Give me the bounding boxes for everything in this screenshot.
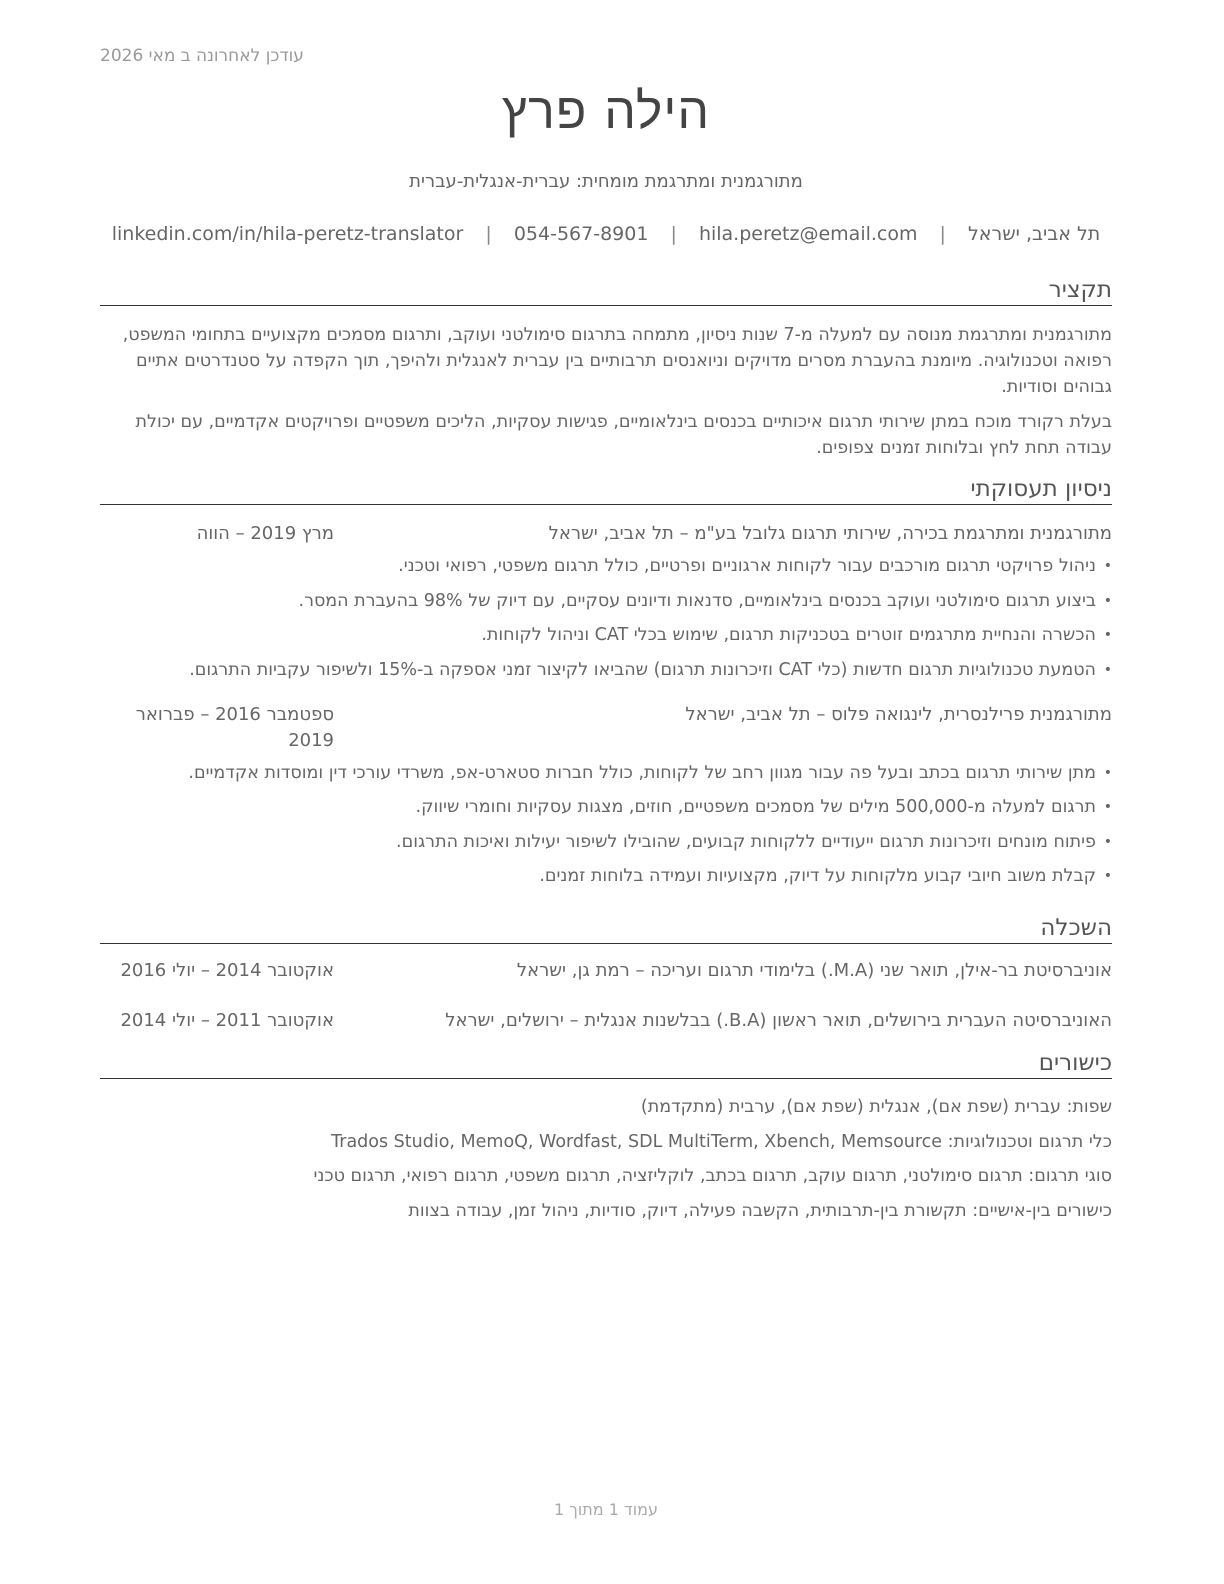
education-section [100, 914, 1112, 1034]
skill-item: כלי תרגום וטכנולוגיות: Trados Studio, MemoQ, Wordfast, SDL MultiTerm, Xbench, Memsource [331, 1131, 1112, 1152]
contact-location: תל אביב, ישראל [968, 223, 1101, 245]
job-bullets [100, 760, 1112, 890]
job-header [100, 702, 1112, 754]
contact-email-link[interactable]: hila.peretz@email.com [698, 223, 918, 245]
education-entry [100, 1008, 1112, 1034]
contact-linkedin-link[interactable]: linkedin.com/in/hila-peretz-translator [111, 223, 464, 245]
job-bullet: • ביצוע תרגום סימולטני ועוקב בכנסים בינלאומיים, סדנאות ודיונים עסקיים, עם דיוק של 98% בהעברת המסר. [100, 588, 1112, 614]
candidate-name: הילה פרץ [501, 82, 711, 140]
job-bullet: • ניהול פרויקטי תרגום מורכבים עבור לקוחות ארגוניים ופרטיים, כולל תרגום משפטי, רפואי וטכני. [100, 553, 1112, 579]
contact-separator: | [485, 223, 492, 245]
summary-section [100, 276, 1112, 461]
education-entry [100, 958, 1112, 984]
contact-line [100, 223, 1112, 245]
job-bullets [100, 553, 1112, 683]
education-dates: אוקטובר 2011 – יולי 2014 [120, 1010, 334, 1031]
last-updated-note: עודכן לאחרונה ב מאי 2026 [100, 46, 304, 66]
job-dates: מרץ 2019 – הווה [196, 523, 334, 544]
job-header [100, 521, 1112, 547]
candidate-subtitle: מתורגמנית ומתרגמת מומחית: עברית-אנגלית-עברית [409, 171, 803, 192]
section-title-skills: כישורים [100, 1049, 1112, 1079]
summary-paragraph: בעלת רקורד מוכח במתן שירותי תרגום איכותיים בכנסים בינלאומיים, פגישות עסקיות, הליכים משפטיים ופרויקטים אקדמיים, עם יכולת עבודה תחת לחץ ובלוחות זמנים צפופים. [135, 412, 1112, 458]
job-bullet: • פיתוח מונחים וזיכרונות תרגום ייעודיים ללקוחות קבועים, שהובילו לשיפור יעילות ואיכות התרגום. [100, 829, 1112, 855]
skill-item: שפות: עברית (שפת אם), אנגלית (שפת אם), ערבית (מתקדמת) [640, 1097, 1112, 1117]
summary-paragraph: מתורגמנית ומתרגמת מנוסה עם למעלה מ-7 שנות ניסיון, מתמחה בתרגום סימולטני ועוקב, ותרגום מסמכים מקצועיים בתחומי המשפט, רפואה וטכנולוגיה. מיומנת בהעברת מסרים מדויקים וניואנסים תרבותיים בין עברית לאנגלית ולהיפך, תוך הקפדה על סטנדרטים אתיים גבוהים וסודיות. [122, 325, 1112, 397]
contact-phone: 054-567-8901 [513, 223, 649, 245]
page-number: עמוד 1 מתוך 1 [554, 1500, 658, 1519]
job-dates: ספטמבר 2016 – פברואר 2019 [135, 703, 334, 751]
job-entry [100, 702, 1112, 890]
section-title-summary: תקציר [100, 276, 1112, 306]
job-title: מתורגמנית ומתרגמת בכירה, שירותי תרגום גלובל בע"מ – תל אביב, ישראל [548, 523, 1112, 544]
skills-list [100, 1094, 1112, 1224]
education-title: האוניברסיטה העברית בירושלים, תואר ראשון (B.A.) בבלשנות אנגלית – ירושלים, ישראל [445, 1010, 1112, 1031]
education-title: אוניברסיטת בר-אילן, תואר שני (M.A.) בלימודי תרגום ועריכה – רמת גן, ישראל [516, 960, 1112, 981]
job-bullet: • תרגום למעלה מ-500,000 מילים של מסמכים משפטיים, חוזים, מצגות עסקיות וחומרי שיווק. [100, 794, 1112, 820]
section-title-education: השכלה [100, 914, 1112, 944]
job-bullet: • הטמעת טכנולוגיות תרגום חדשות (כלי CAT וזיכרונות תרגום) שהביאו לקיצור זמני אספקה ב-15% ולשיפור עקביות התרגום. [100, 657, 1112, 683]
resume-page [100, 0, 1112, 1584]
job-bullet: • הכשרה והנחיית מתרגמים זוטרים בטכניקות תרגום, שימוש בכלי CAT וניהול לקוחות. [100, 622, 1112, 648]
contact-separator: | [939, 223, 946, 245]
contact-separator: | [670, 223, 677, 245]
section-title-experience: ניסיון תעסוקתי [100, 475, 1112, 505]
experience-section [100, 475, 1112, 898]
skill-item: כישורים בין-אישיים: תקשורת בין-תרבותית, הקשבה פעילה, דיוק, סודיות, ניהול זמן, עבודה בצוות [408, 1200, 1112, 1221]
job-title: מתורגמנית פרילנסרית, לינגואה פלוס – תל אביב, ישראל [685, 703, 1112, 725]
education-dates: אוקטובר 2014 – יולי 2016 [120, 960, 334, 981]
job-bullet: • קבלת משוב חיובי קבוע מלקוחות על דיוק, מקצועיות ועמידה בלוחות זמנים. [100, 863, 1112, 889]
skills-section [100, 1049, 1112, 1232]
skill-item: סוגי תרגום: תרגום סימולטני, תרגום עוקב, תרגום בכתב, לוקליזציה, תרגום משפטי, תרגום רפואי, תרגום טכני [313, 1166, 1112, 1186]
job-entry [100, 521, 1112, 683]
job-bullet: • מתן שירותי תרגום בכתב ובעל פה עבור מגוון רחב של לקוחות, כולל חברות סטארט-אפ, משרדי עורכי דין ומוסדות אקדמיים. [100, 760, 1112, 786]
